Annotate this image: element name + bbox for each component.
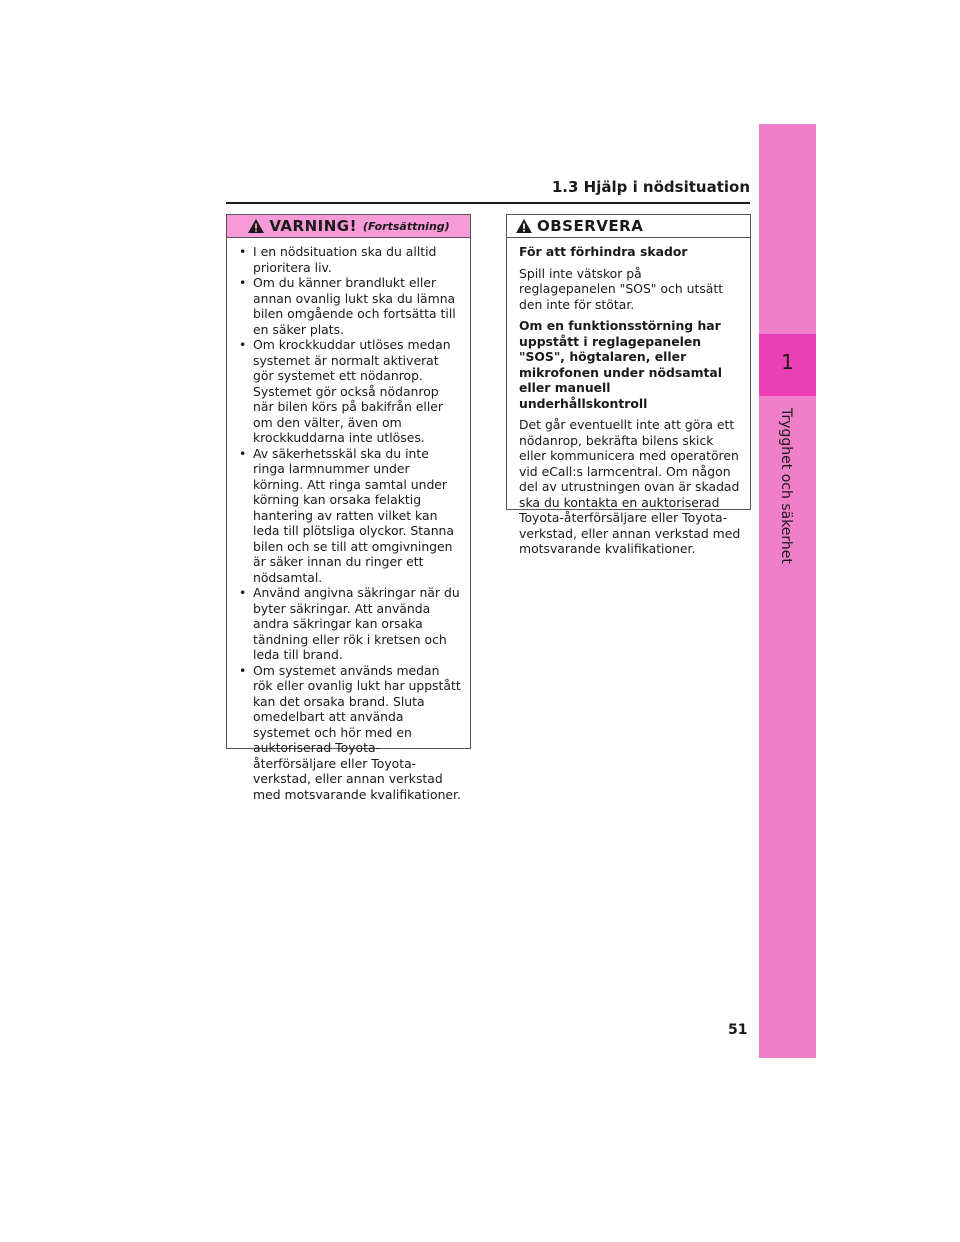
notice-heading-2: Om en funktionsstörning har uppstått i reglagepanelen "SOS", högtalaren, eller mikrofonen under nödsamtal eller manuell underhållskontroll [519,318,723,411]
warning-box [226,214,471,802]
notice-header [507,215,750,238]
warning-item: • Använd angivna säkringar när du byter säkringar. Att använda andra säkringar kan orsaka tändning eller rök i kretsen och leda till brand. [239,585,462,663]
warning-title: VARNING! [269,217,357,235]
chapter-number: 1 [781,350,794,374]
header-rule [226,202,750,204]
notice-text-2: Det går eventuellt inte att göra ett nödanrop, bekräfta bilens skick eller kommunicera med operatören vid eCall:s larmcentral. Om någon del av utrustningen ovan är skadad ska du kontakta en auktoriserad Toyota-återförsäljare eller Toyota-verkstad, eller annan verkstad med motsvarande kvalifikationer. [519,417,741,556]
notice-box [506,214,751,556]
warning-item: • I en nödsituation ska du alltid prioritera liv. [239,244,462,275]
warning-item: • Om systemet används medan rök eller ovanlig lukt har uppstått kan det orsaka brand. Sluta omedelbart att använda systemet och hör med en auktoriserad Toyota-återförsäljare eller Toyota-verkstad, eller annan verkstad med motsvarande kvalifikationer. [239,663,462,803]
chapter-tab-strip [759,124,816,1058]
warning-list [239,244,462,802]
notice-title: OBSERVERA [537,217,644,235]
notice-heading-1: För att förhindra skador [519,244,688,259]
warning-item: • Om du känner brandlukt eller annan ovanlig lukt ska du lämna bilen omgående och fortsätta till en säker plats. [239,275,462,337]
warning-triangle-icon [247,218,265,234]
notice-text-1: Spill inte vätskor på reglagepanelen "SOS" och utsätt den inte för stötar. [519,265,724,312]
warning-subtitle: (Fortsättning) [362,219,450,233]
section-header: 1.3 Hjälp i nödsituation [551,178,750,196]
chapter-title: Trygghet och säkerhet [778,408,794,564]
page-number: 51 [728,1022,748,1038]
warning-item: • Om krockkuddar utlöses medan systemet är normalt aktiverat gör systemet ett nödanrop. Systemet gör också nödanrop när bilen körs på bakifrån eller om den välter, även om krockkuddarna inte utlöses. [239,337,462,446]
warning-header [227,215,470,238]
warning-item: • Av säkerhetsskäl ska du inte ringa larmnummer under körning. Att ringa samtal under körning kan orsaka felaktig hantering av ratten vilket kan leda till plötsliga olyckor. Stanna bilen och se till att omgivningen är säker innan du ringer ett nödsamtal. [239,446,462,586]
warning-triangle-icon [515,218,533,234]
